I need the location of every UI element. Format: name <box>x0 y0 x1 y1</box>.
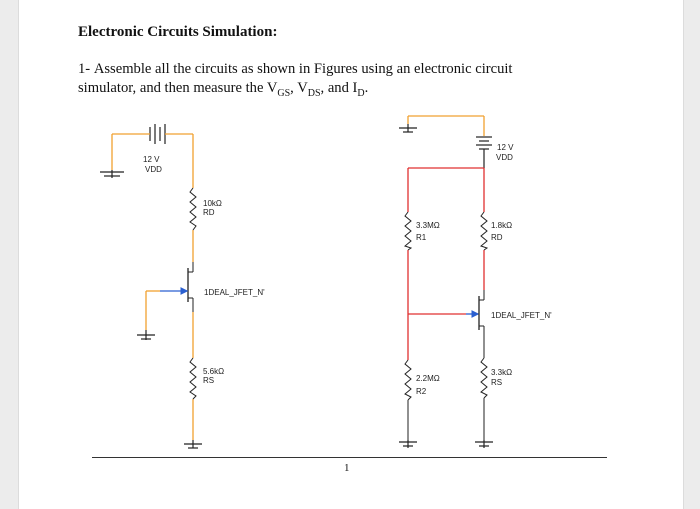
supply-wires <box>112 134 193 262</box>
ground-icon <box>475 440 493 448</box>
c1-supply-value: 12 V <box>143 155 160 164</box>
ground-icon <box>100 170 124 178</box>
c1-supply-name: VDD <box>145 165 162 174</box>
c2-rd-resistor <box>481 212 487 250</box>
ground-icon <box>137 330 155 340</box>
c2-r2-resistor <box>405 360 411 400</box>
c1-rs-resistor <box>190 358 196 399</box>
c2-supply-value: 12 V <box>497 143 514 152</box>
ground-icon <box>184 440 202 448</box>
c2-r1-value: 3.3MΩ <box>416 221 440 230</box>
battery-icon <box>150 124 165 144</box>
page-title: Electronic Circuits Simulation: <box>78 24 278 40</box>
c2-rs-name: RS <box>491 378 503 387</box>
c1-rd-value: 10kΩ <box>203 199 222 208</box>
c2-rs-resistor <box>481 358 487 398</box>
c2-r2-value: 2.2MΩ <box>416 374 440 383</box>
c2-r1-name: R1 <box>416 233 427 242</box>
c2-jfet-icon <box>466 290 484 358</box>
battery-icon <box>476 137 492 168</box>
circuit-2 <box>399 116 552 448</box>
c1-rd-resistor <box>190 188 196 230</box>
c2-r2-name: R2 <box>416 387 427 396</box>
page-number: 1 <box>344 462 350 474</box>
c2-jfet-label: 1DEAL_JFET_N' <box>491 311 552 320</box>
c2-supply-wires <box>408 116 484 136</box>
ground-icon <box>399 124 417 132</box>
c2-supply-name: VDD <box>496 153 513 162</box>
c1-jfet-label: 1DEAL_JFET_N' <box>204 288 265 297</box>
c2-bottom-wires <box>408 398 484 440</box>
c2-bias-wires <box>408 168 484 360</box>
c1-rd-name: RD <box>203 208 215 217</box>
question-line-2: simulator, and then measure the $V_{GS}$, $V_{DS}$, and $I_D$. <box>78 80 369 99</box>
c1-rs-name: RS <box>203 376 215 385</box>
c2-rs-value: 3.3kΩ <box>491 368 513 377</box>
question-line-1: 1- Assemble all the circuits as shown in Figures using an electronic circuit <box>78 61 513 77</box>
c1-gate-wires <box>146 291 193 440</box>
circuit-1 <box>100 124 265 448</box>
c2-rd-name: RD <box>491 233 503 242</box>
c1-rs-value: 5.6kΩ <box>203 367 225 376</box>
c1-jfet-icon <box>160 262 193 312</box>
footer-divider <box>92 457 607 458</box>
ground-icon <box>399 440 417 448</box>
c2-r1-resistor <box>405 212 411 250</box>
c2-rd-value: 1.8kΩ <box>491 221 513 230</box>
